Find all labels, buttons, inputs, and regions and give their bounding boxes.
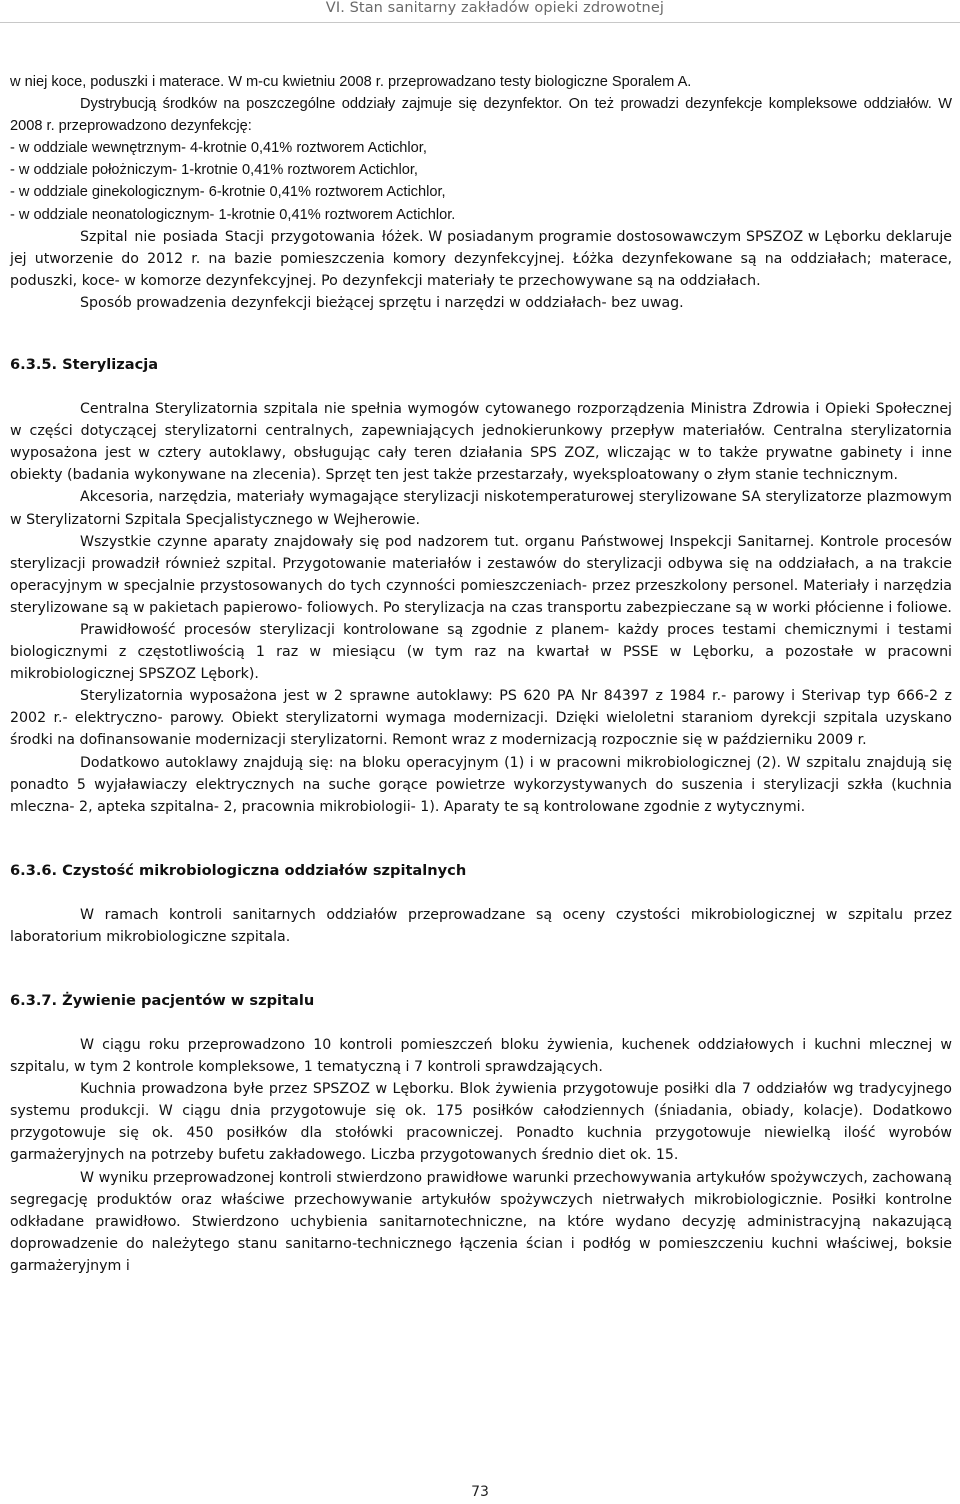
page-number: 73	[471, 1484, 489, 1500]
spacer	[10, 948, 952, 990]
section-paragraph: Dodatkowo autoklawy znajdują się: na bloku operacyjnym (1) i w pracowni mikrobiologicznej (2). W szpitalu znajdują się ponadto 5 wyjaławiaczy elektrycznych na suche gorące powietrze wykorzystywanych do suszenia i sterylizacji szkła (kuchnia mleczna- 2, apteka szpitalna- 2, pracownia mikrobiologii- 1). Aparaty te są kontrolowane zgodnie z wytycznymi.	[10, 754, 952, 815]
section-paragraph: Sterylizatornia wyposażona jest w 2 sprawne autoklawy: PS 620 PA Nr 84397 z 1984 r.- parowy i Sterivap typ 666-2 z 2002 r.- elektryczno- parowy. Obiekt sterylizatorni wymaga modernizacji. Dzięki wieloletni staraniom dyrekcji szpitala uzyskano środki na dofinansowanie modernizacji sterylizatorni. Remont wraz z modernizacją rozpocznie się w październiku 2009 r.	[10, 688, 952, 749]
spacer	[10, 376, 952, 398]
section-paragraph: Centralna Sterylizatornia szpitala nie spełnia wymogów cytowanego rozporządzenia Ministra Zdrowia i Opieki Społecznej w części dotyczącej sterylizatorni centralnych, zapewniających jednokierunkowy przepływ materiałów. Centralna sterylizatornia wyposażona jest w cztery autoklawy, obsługując cały teren działania SPS ZOZ, wliczając w to także prywatne gabinety i inne obiekty (badania wykonywane na zlecenia). Sprzęt ten jest także przestarzały, wyeksploatowany o złym stanie technicznym.	[10, 401, 952, 484]
intro-paragraph-3	[10, 226, 952, 292]
spacer	[10, 1012, 952, 1034]
running-header: VI. Stan sanitarny zakładów opieki zdrowotnej	[325, 0, 664, 16]
section-heading-sterylizacja: 6.3.5. Sterylizacja	[10, 356, 159, 374]
section-paragraph: W ramach kontroli sanitarnych oddziałów przeprowadzane są oceny czystości mikrobiologicznej w szpitalu przez laboratorium mikrobiologiczne szpitala.	[10, 906, 952, 945]
section-paragraph: Kuchnia prowadzona byłe przez SPSZOZ w Lęborku. Blok żywienia przygotowuje posiłki dla 7 oddziałów wg tradycyjnego systemu produkcji. W ciągu dnia przygotowuje się ok. 175 posiłków całodziennych (śniadania, obiady, kolacje). Dodatkowo przygotowuje się ok. 450 posiłków dla stołówki pracowniczej. Ponadto kuchnia przygotowuje niewielką ilość wyrobów garmażeryjnych na potrzeby bufetu zakładowego. Liczba przygotowanych średnio diet ok. 15.	[10, 1081, 952, 1164]
section-heading-zywienie: 6.3.7. Żywienie pacjentów w szpitalu	[10, 992, 315, 1009]
header-rule	[0, 22, 960, 23]
disinfection-list-item: - w oddziale wewnętrznym- 4-krotnie 0,41% roztworem Actichlor,	[10, 140, 427, 157]
section-paragraph: Prawidłowość procesów sterylizacji kontrolowane są zgodnie z planem- każdy proces testami chemicznymi i testami biologicznymi z częstotliwością 1 raz w miesiącu (w tym raz na kwartał w PSSE w Lęborku, a pozostałe w pracowni mikrobiologicznej SPSZOZ Lębork).	[10, 621, 952, 683]
section-heading-czystosc: 6.3.6. Czystość mikrobiologiczna oddziałów szpitalnych	[10, 861, 467, 879]
section-paragraph: Akcesoria, narzędzia, materiały wymagające sterylizacji niskotemperaturowej sterylizowane SA sterylizatorze plazmowym w Sterylizatorni Szpitala Specjalistycznego w Wejherowie.	[10, 489, 952, 528]
disinfection-list-item: - w oddziale położniczym- 1-krotnie 0,41% roztworem Actichlor,	[10, 162, 418, 179]
section-paragraph: W wyniku przeprowadzonej kontroli stwierdzono prawidłowe warunki przechowywania artykułów spożywczych, zachowaną segregację produktów oraz właściwe przechowywanie artykułów spożywczych nietrwałych mikrobiologicznie. Posiłki kontrolne odkładane prawidłowo. Stwierdzono uchybienia sanitarnotechniczne, na które wydano decyzję administracyjną nakazującą doprowadzenie do należytego stanu sanitarno-technicznego łączenia ścian i podłóg w pomieszczeniu kuchni właściwej, boksie garmażeryjnym i	[10, 1169, 952, 1274]
disinfection-list-item: - w oddziale ginekologicznym- 6-krotnie 0,41% roztworem Actichlor,	[10, 184, 446, 201]
section-paragraph: Wszystkie czynne aparaty znajdowały się pod nadzorem tut. organu Państwowej Inspekcji Sanitarnej. Kontrole procesów sterylizacji prowadził również szpital. Przygotowanie materiałów i zestawów do sterylizacji odbywa się na oddziałach, a na trakcie operacyjnym w specjalnie przystosowanych do tych czynności pomieszczeniach- przez przeszkolony personel. Materiały i narzędzia sterylizowane są w pakietach papierowo- foliowych. Po sterylizacja na czas transportu zabezpieczane są w worki płócienne i foliowe.	[10, 533, 952, 616]
intro-paragraph-3a: Szpital nie posiada Stacji przygotowania łóżek.	[80, 228, 424, 245]
intro-paragraph-2: Dystrybucją środków na poszczególne oddziały zajmuje się dezynfektor. On też prowadzi dezynfekcje kompleksowe oddziałów. W 2008 r. przeprowadzono dezynfekcję:	[10, 96, 952, 135]
page-content	[10, 71, 952, 1277]
spacer	[10, 314, 952, 354]
intro-paragraph-3b: W posiadanym programie dostosowawczym SPSZOZ w Lęborku deklaruje jej utworzenie do 2012 r. na bazie pomieszczenia komory dezynfekcyjnej. Łóżka dezynfekowane są na oddziałach; materace, poduszki, koce- w komorze dezynfekcyjnej. Po dezynfekcji materiały te przechowywane są na oddziałach.	[10, 228, 952, 289]
intro-paragraph-4: Sposób prowadzenia dezynfekcji bieżącej sprzętu i narzędzi w oddziałach- bez uwag.	[80, 294, 684, 311]
spacer	[10, 818, 952, 860]
intro-paragraph-1: w niej koce, poduszki i materace. W m-cu kwietniu 2008 r. przeprowadzano testy biologiczne Sporalem A.	[10, 74, 692, 90]
section-paragraph: W ciągu roku przeprowadzono 10 kontroli pomieszczeń bloku żywienia, kuchenek oddziałowych i kuchni mlecznej w szpitalu, w tym 2 kontrole kompleksowe, 1 tematyczną i 7 kontroli sprawdzających.	[10, 1037, 952, 1076]
disinfection-list-item: - w oddziale neonatologicznym- 1-krotnie 0,41% roztworem Actichlor.	[10, 206, 456, 223]
spacer	[10, 882, 952, 904]
